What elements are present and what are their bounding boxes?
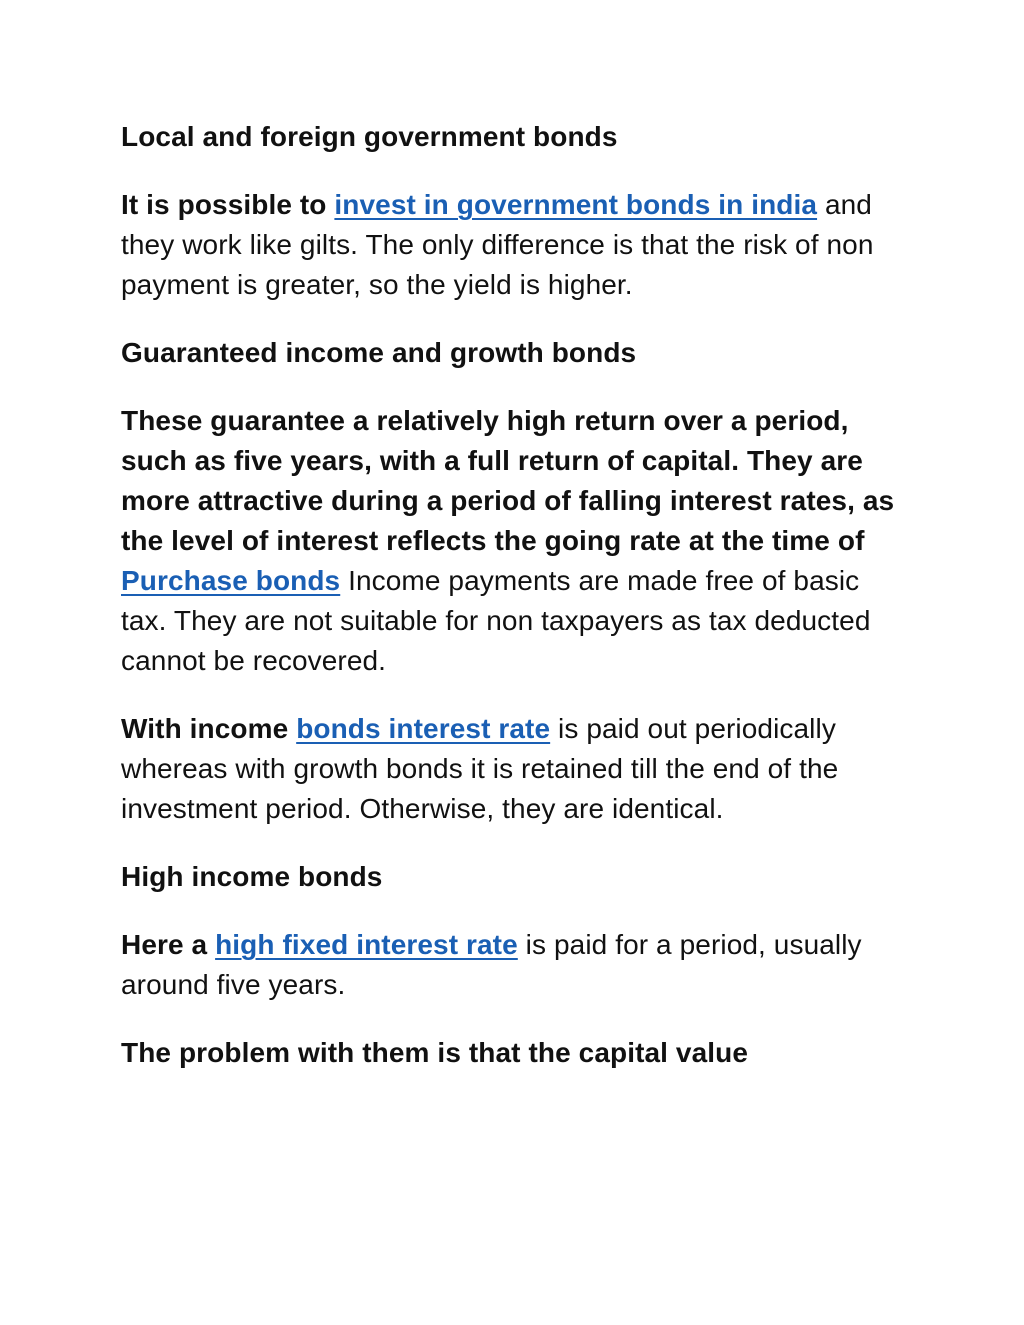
paragraph-guaranteed-bonds bbox=[121, 401, 911, 681]
link-invest-government-bonds-india[interactable]: invest in government bonds in india bbox=[334, 189, 818, 220]
paragraph-government-bonds bbox=[121, 185, 911, 305]
heading-high-income-bonds: High income bonds bbox=[121, 861, 383, 892]
paragraph-capital-value-problem: The problem with them is that the capital value bbox=[121, 1037, 749, 1068]
link-purchase-bonds[interactable]: Purchase bonds bbox=[121, 565, 341, 596]
paragraph-lead-text: These guarantee a relatively high return over a period, such as five years, with a full return of capital. They are more attractive during a period of falling interest rates, as the level of interest reflects the going rate at the time of bbox=[121, 405, 895, 556]
paragraph-body-text: is paid out periodically whereas with growth bonds it is retained till the end of the investment period. Otherwise, they are identical. bbox=[121, 713, 839, 824]
paragraph-body-text: Income payments are made free of basic tax. They are not suitable for non taxpayers as tax deducted cannot be recovered. bbox=[121, 565, 871, 676]
paragraph-lead-text: Here a bbox=[121, 929, 216, 960]
document-page bbox=[121, 117, 911, 1101]
paragraph-body-text: is paid for a period, usually around five years. bbox=[121, 929, 862, 1000]
link-bonds-interest-rate[interactable]: bonds interest rate bbox=[296, 713, 551, 744]
paragraph-income-vs-growth bbox=[121, 709, 911, 829]
link-high-fixed-interest-rate[interactable]: high fixed interest rate bbox=[215, 929, 518, 960]
paragraph-lead-text: It is possible to bbox=[121, 189, 335, 220]
heading-guaranteed-income-growth-bonds: Guaranteed income and growth bonds bbox=[121, 337, 637, 368]
paragraph-lead-text: With income bbox=[121, 713, 297, 744]
paragraph-body-text: and they work like gilts. The only difference is that the risk of non payment is greater, so the yield is higher. bbox=[121, 189, 874, 300]
heading-local-foreign-government-bonds: Local and foreign government bonds bbox=[121, 121, 618, 152]
paragraph-high-income-bonds bbox=[121, 925, 911, 1005]
